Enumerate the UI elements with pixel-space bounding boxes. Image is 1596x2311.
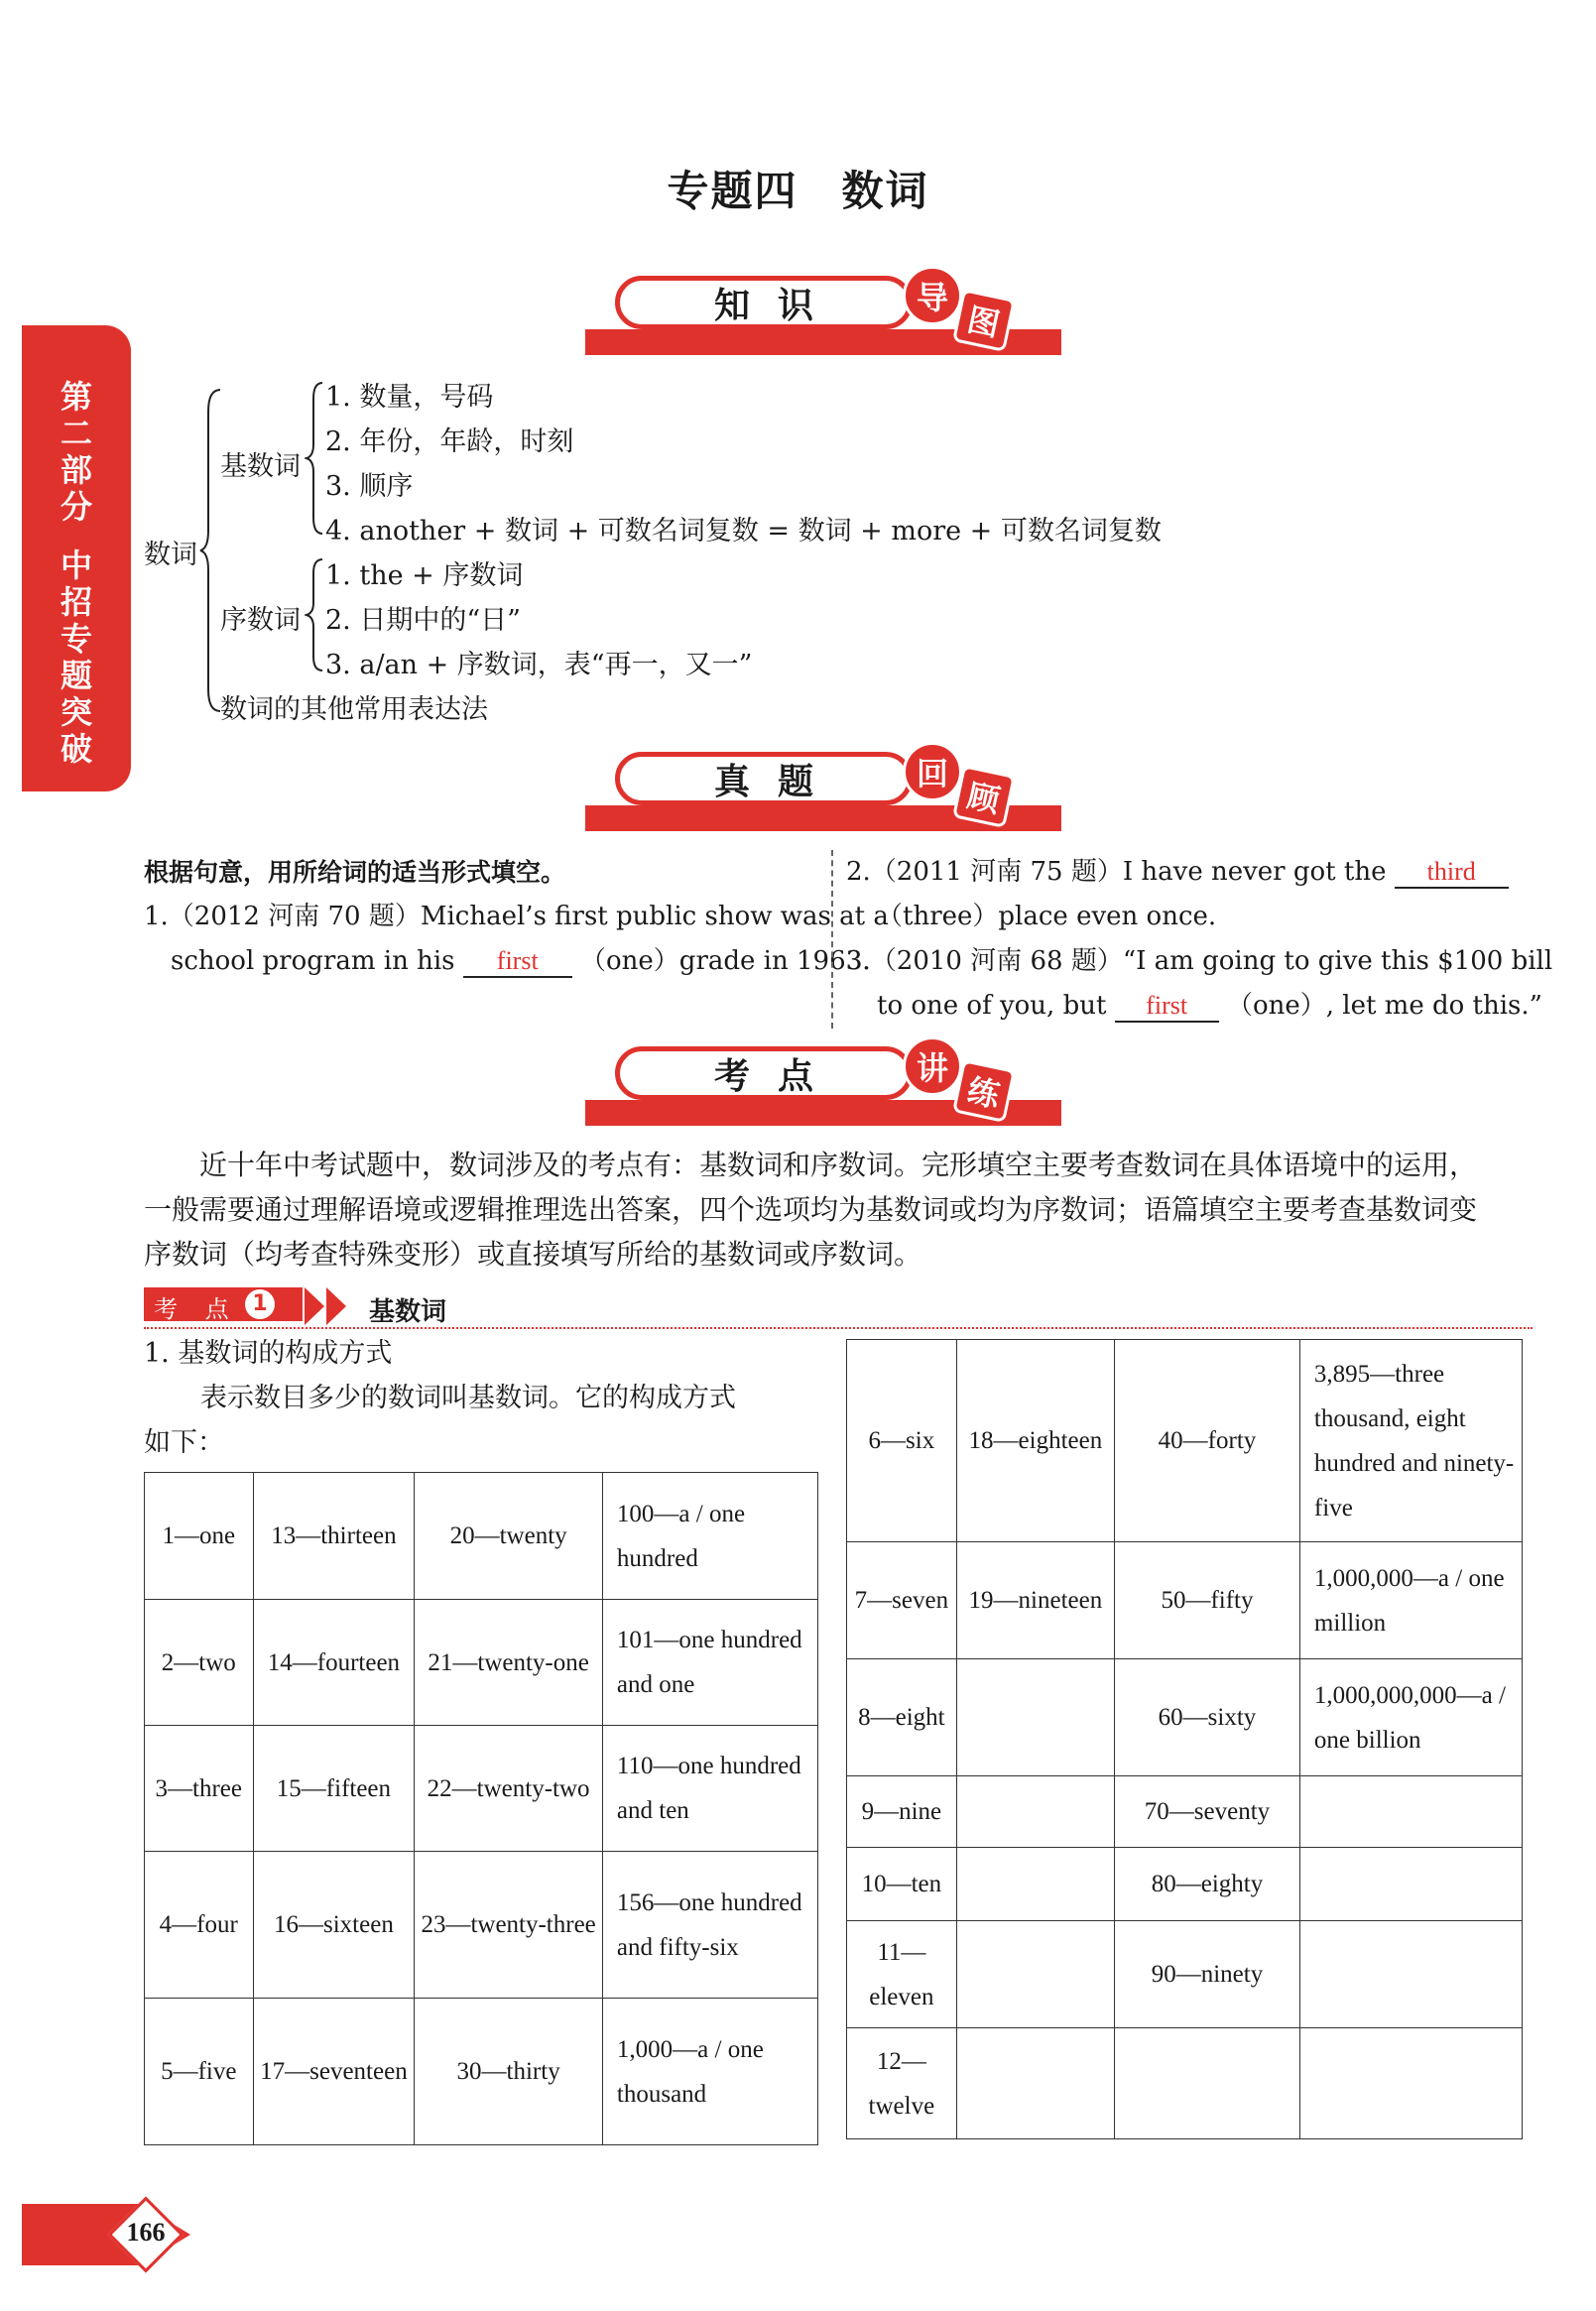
- banner-badge: 顾: [952, 765, 1016, 828]
- table-row: [847, 2028, 1523, 2139]
- banner-badge: 导: [903, 266, 962, 325]
- kaodian-number: 1: [245, 1289, 275, 1319]
- table-cell: 8—eight: [847, 1659, 957, 1776]
- table-cell: 40—forty: [1115, 1340, 1300, 1542]
- root-brace: [198, 382, 228, 719]
- table-row: [847, 1340, 1523, 1542]
- review-instruction: 根据句意，用所给词的适当形式填空。: [144, 858, 566, 887]
- question-3-line1: 3.（2010 河南 68 题）“I am going to give this $100 bill: [846, 946, 1553, 976]
- table-cell: 1,000,000—a / one million: [1299, 1542, 1522, 1659]
- side-tab-char: 招: [60, 583, 92, 621]
- banner-text: 知识: [615, 276, 913, 329]
- table-cell: 1—one: [145, 1473, 254, 1600]
- table-cell: 7—seven: [847, 1542, 957, 1659]
- construct-text: 如下：: [144, 1427, 224, 1458]
- table-cell: 17—seventeen: [253, 1999, 415, 2145]
- table-row: [847, 1542, 1523, 1659]
- table-row: [847, 1659, 1523, 1776]
- q2-answer-blank: third: [1395, 857, 1509, 889]
- construct-text: 表示数目多少的数词叫基数词。它的构成方式: [200, 1383, 736, 1413]
- table-cell: 3—three: [145, 1726, 254, 1852]
- banner-badge: 图: [952, 289, 1016, 352]
- table-cell: 23—twenty-three: [415, 1852, 603, 1999]
- table-cell: 5—five: [145, 1999, 254, 2145]
- table-cell: [1299, 2028, 1522, 2139]
- tree-cardinal-item: 2. 年份，年龄，时刻: [325, 426, 574, 457]
- tree-ordinal-item: 1. the + 序数词: [325, 560, 524, 591]
- table-row: [847, 1921, 1523, 2028]
- q3-text-b: （one）, let me do this.”: [1226, 991, 1542, 1021]
- table-cell: 101—one hundred and one: [602, 1600, 817, 1726]
- q1-text-a: school program in his: [171, 946, 455, 976]
- table-cell: [1299, 1848, 1522, 1921]
- side-tab-char: 分: [60, 488, 92, 526]
- column-divider: [831, 850, 833, 1029]
- table-cell: 3,895—three thousand, eight hundred and ninety-five: [1299, 1340, 1522, 1542]
- side-tab-char: 二: [60, 415, 92, 452]
- side-tab-char: 破: [60, 730, 92, 768]
- table-cell: [1299, 1776, 1522, 1848]
- tree-ordinal-label: 序数词: [220, 605, 301, 636]
- table-row: [145, 1999, 818, 2145]
- banner-knowledge-map: [585, 266, 1061, 355]
- banner-badge: 讲: [903, 1036, 962, 1096]
- table-cell: 15—fifteen: [253, 1726, 415, 1852]
- side-tab-char: 中: [60, 547, 92, 584]
- question-3-line2: [877, 984, 1542, 1029]
- intro-line: 序数词（均考查特殊变形）或直接填写所给的基数词或序数词。: [144, 1238, 922, 1271]
- question-2-line2: （three）place even once.: [877, 902, 1217, 931]
- table-cell: 2—two: [145, 1600, 254, 1726]
- table-cell: [1299, 1921, 1522, 2028]
- side-tab-char: 题: [60, 657, 92, 694]
- tree-cardinal-label: 基数词: [220, 451, 301, 482]
- table-cell: [956, 1776, 1114, 1848]
- tree-ordinal-item: 3. a/an + 序数词，表“再一，又一”: [325, 650, 753, 680]
- intro-line: 一般需要通过理解语境或逻辑推理选出答案，四个选项均为基数词或均为序数词；语篇填空主要考查基数词变: [144, 1193, 1478, 1226]
- table-cell: 4—four: [145, 1852, 254, 1999]
- side-tab-char: 第: [60, 378, 92, 416]
- table-cell: 1,000—a / one thousand: [602, 1999, 817, 2145]
- table-row: [145, 1726, 818, 1852]
- tree-ordinal-item: 2. 日期中的“日”: [325, 605, 521, 636]
- table-cell: 9—nine: [847, 1776, 957, 1848]
- side-tab-char: 部: [60, 451, 92, 489]
- question-1-line2: [171, 939, 870, 984]
- question-2-line1: [846, 850, 1509, 895]
- table-row: [145, 1473, 818, 1600]
- q2-text-a: 2.（2011 河南 75 题）I have never got the: [846, 857, 1387, 887]
- tree-cardinal-item: 4. another + 数词 + 可数名词复数 = 数词 + more + 可数名词复数: [325, 516, 1162, 547]
- table-cell: 100—a / one hundred: [602, 1473, 817, 1600]
- side-tab-char: 专: [60, 620, 92, 658]
- table-cell: 70—seventy: [1115, 1776, 1300, 1848]
- table-cell: 20—twenty: [415, 1473, 603, 1600]
- table-cell: 90—ninety: [1115, 1921, 1300, 2028]
- side-tab-part: [61, 379, 92, 526]
- banner-key-points: [585, 1036, 1061, 1126]
- table-cell: [1115, 2028, 1300, 2139]
- tree-cardinal-item: 3. 顺序: [325, 471, 414, 502]
- banner-badge: 回: [903, 742, 962, 801]
- table-cell: 156—one hundred and fifty-six: [602, 1852, 817, 1999]
- cardinal-table-left: [144, 1472, 818, 2145]
- tree-other: 数词的其他常用表达法: [220, 694, 488, 725]
- table-row: [145, 1852, 818, 1999]
- table-cell: 50—fifty: [1115, 1542, 1300, 1659]
- table-cell: 19—nineteen: [956, 1542, 1114, 1659]
- banner-exam-review: [585, 742, 1061, 831]
- q3-answer-blank: first: [1115, 991, 1219, 1023]
- table-row: [847, 1848, 1523, 1921]
- q1-text-b: （one）grade in 1963.: [580, 946, 871, 976]
- kaodian-label: 考 点: [154, 1295, 239, 1323]
- kaodian-title: 基数词: [369, 1297, 447, 1327]
- intro-line: 近十年中考试题中，数词涉及的考点有：基数词和序数词。完形填空主要考查数词在具体语境中的运用，: [199, 1149, 1478, 1181]
- side-tab-section: [61, 547, 92, 768]
- table-cell: 16—sixteen: [253, 1852, 415, 1999]
- table-cell: 6—six: [847, 1340, 957, 1542]
- table-row: [847, 1776, 1523, 1848]
- table-cell: 11—eleven: [847, 1921, 957, 2028]
- table-cell: 10—ten: [847, 1848, 957, 1921]
- q1-answer-blank: first: [463, 946, 572, 978]
- table-cell: 13—thirteen: [253, 1473, 415, 1600]
- table-cell: 14—fourteen: [253, 1600, 415, 1726]
- banner-text: 真题: [615, 752, 913, 805]
- table-cell: [956, 2028, 1114, 2139]
- kaodian-underline: [144, 1327, 1533, 1329]
- page-title: 专题四 数词: [667, 167, 929, 215]
- q3-text-a: to one of you, but: [877, 991, 1107, 1021]
- banner-text: 考点: [615, 1046, 913, 1100]
- table-cell: 18—eighteen: [956, 1340, 1114, 1542]
- table-cell: 30—thirty: [415, 1999, 603, 2145]
- banner-badge: 练: [952, 1059, 1016, 1123]
- side-tab: [22, 325, 131, 791]
- page-number: 166: [126, 2218, 166, 2247]
- table-cell: 1,000,000,000—a / one billion: [1299, 1659, 1522, 1776]
- construct-heading: 1. 基数词的构成方式: [144, 1338, 393, 1369]
- table-cell: 21—twenty-one: [415, 1600, 603, 1726]
- tree-root: 数词: [144, 540, 197, 570]
- table-cell: [956, 1659, 1114, 1776]
- ordinal-brace: [305, 555, 326, 674]
- table-cell: [956, 1921, 1114, 2028]
- tree-cardinal-item: 1. 数量，号码: [325, 382, 494, 413]
- cardinal-brace: [305, 379, 326, 538]
- table-cell: [956, 1848, 1114, 1921]
- double-arrow-icon: [305, 1285, 364, 1327]
- question-1-line1: 1.（2012 河南 70 题）Michael’s first public show was at a: [144, 902, 889, 931]
- table-row: [145, 1600, 818, 1726]
- side-tab-char: 突: [60, 693, 92, 731]
- table-cell: 110—one hundred and ten: [602, 1726, 817, 1852]
- table-cell: 22—twenty-two: [415, 1726, 603, 1852]
- table-cell: 80—eighty: [1115, 1848, 1300, 1921]
- cardinal-table-right: [846, 1339, 1523, 2139]
- table-cell: 12—twelve: [847, 2028, 957, 2139]
- table-cell: 60—sixty: [1115, 1659, 1300, 1776]
